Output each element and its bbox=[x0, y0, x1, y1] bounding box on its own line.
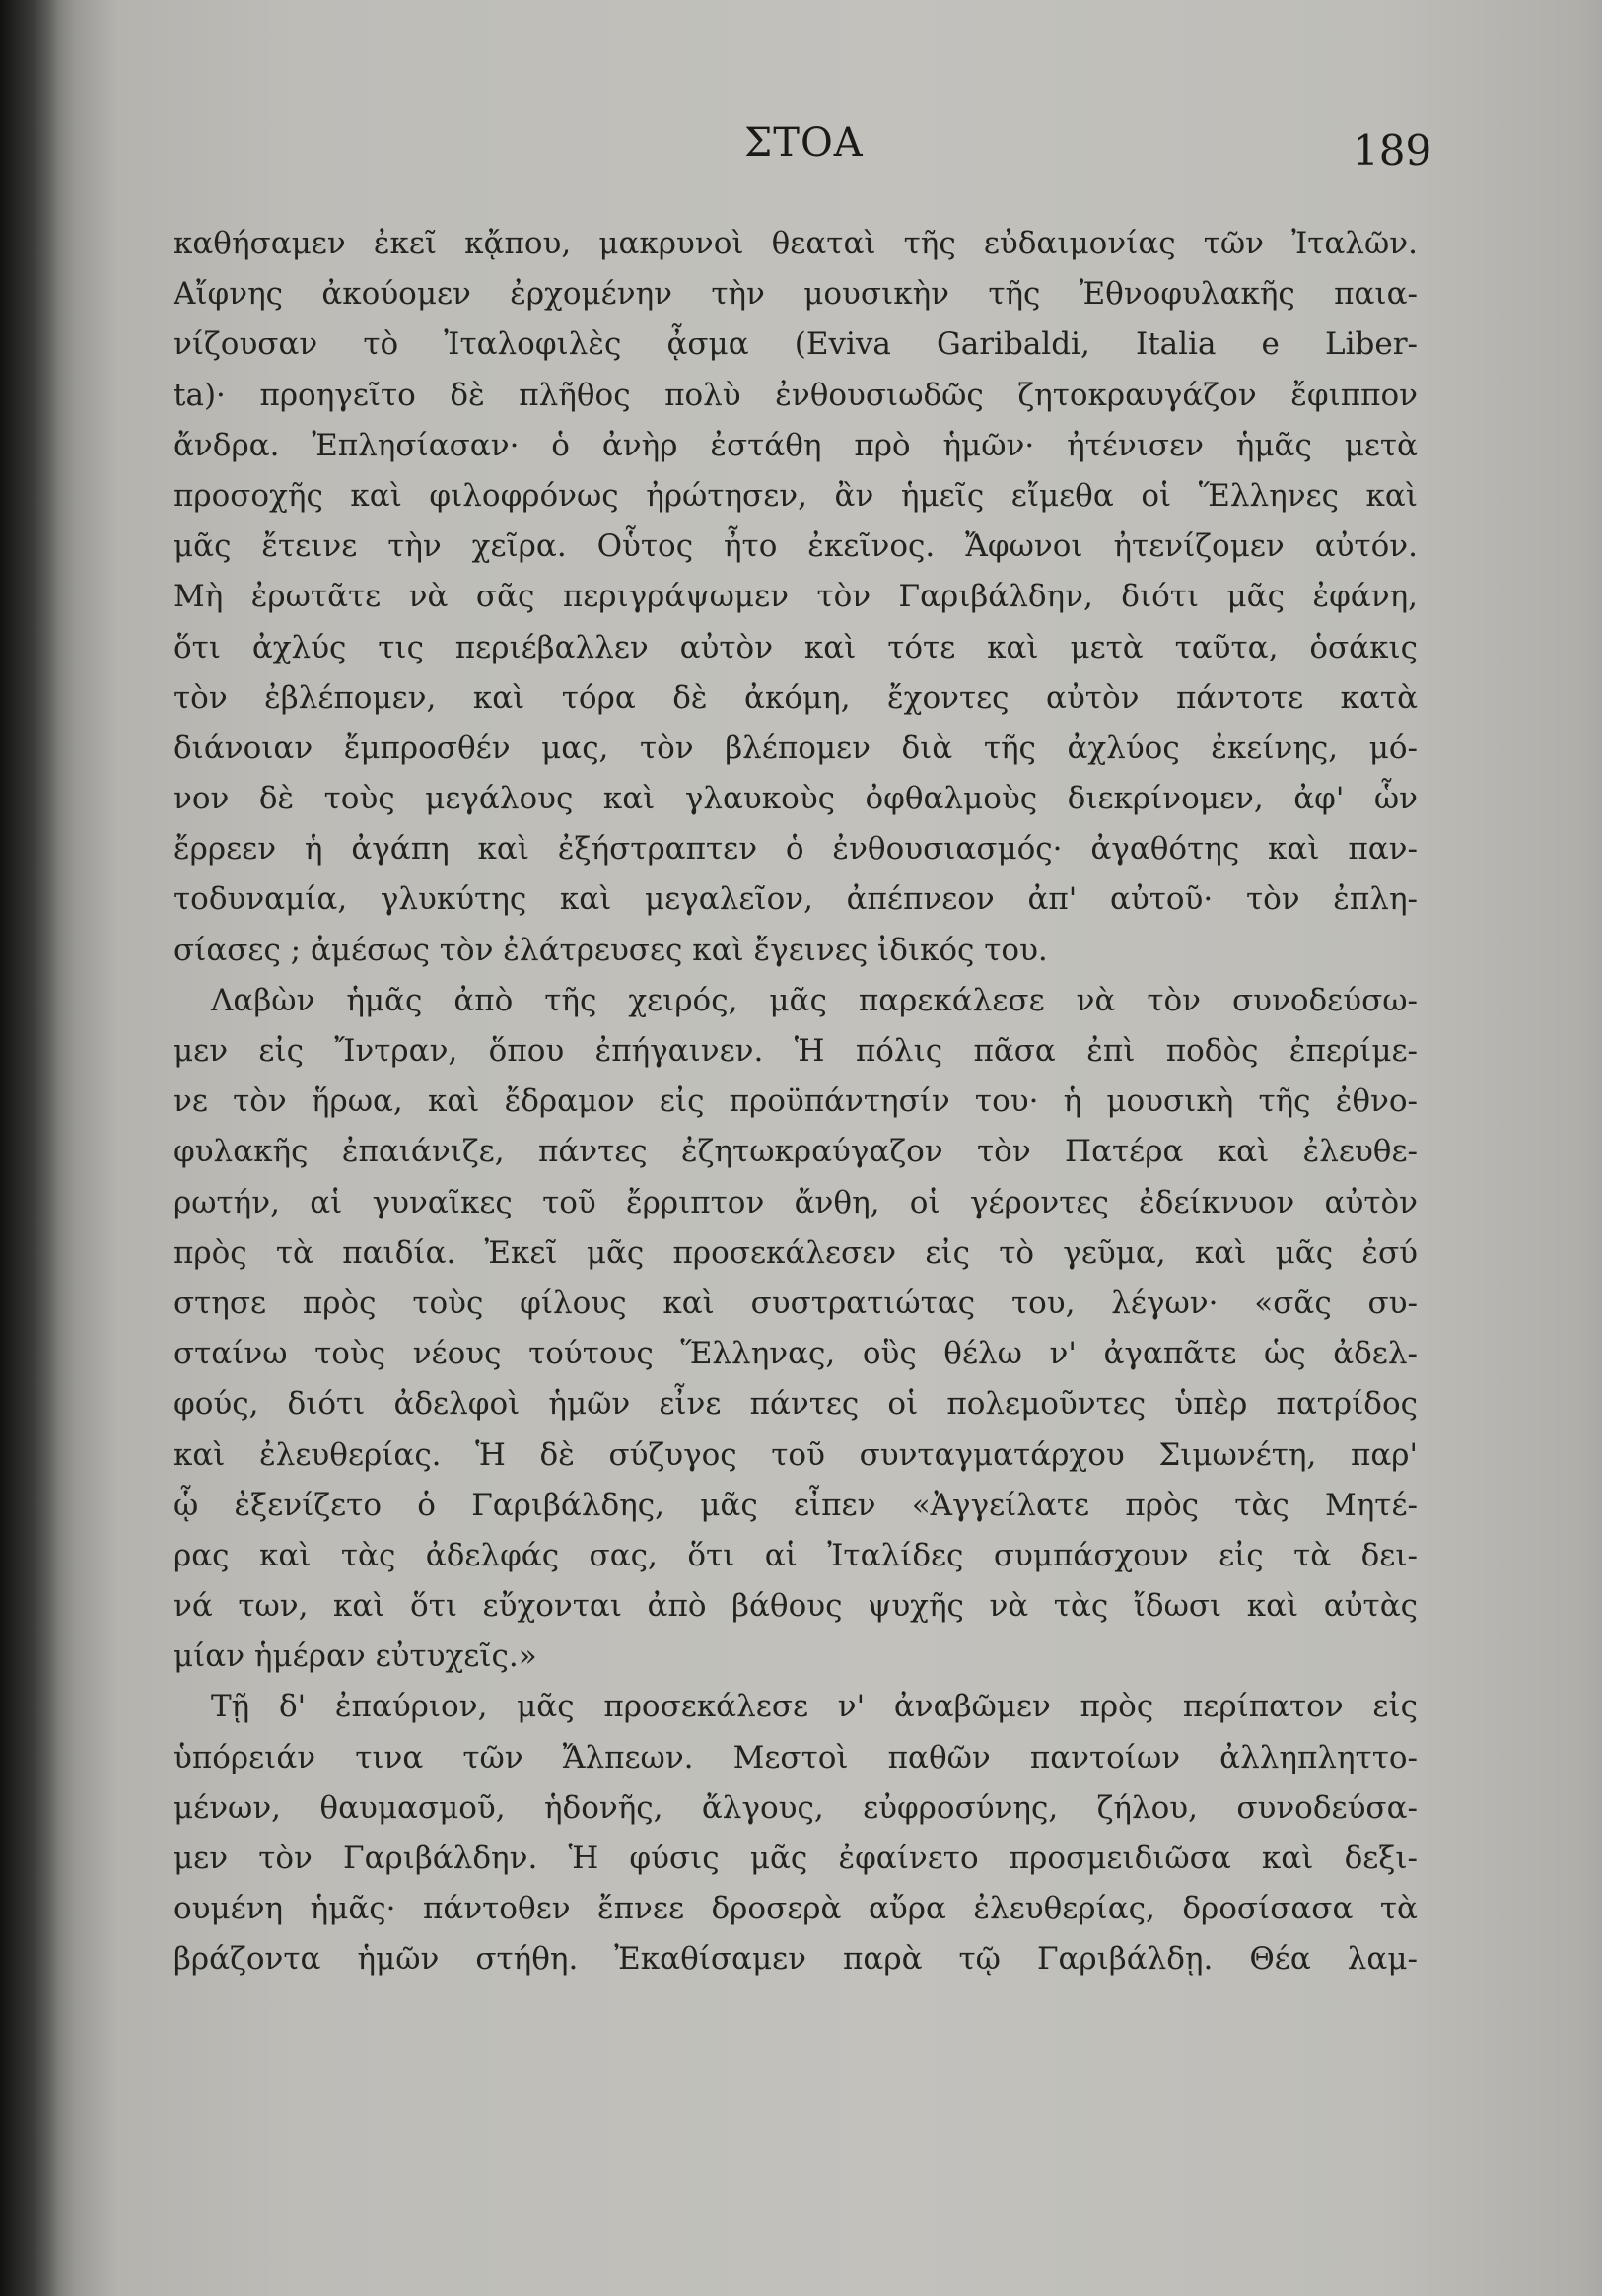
text-line: τοδυναμία, γλυκύτης καὶ μεγαλεῖον, ἀπέπνεον ἀπ' αὐτοῦ· τὸν ἐπλη- bbox=[174, 881, 1418, 918]
text-line: διάνοιαν ἔμπροσθέν μας, τὸν βλέπομεν διὰ τῆς ἀχλύος ἐκείνης, μό- bbox=[174, 730, 1418, 766]
text-line: ὑπόρειάν τινα τῶν Ἄλπεων. Μεστοὶ παθῶν παντοίων ἀλληπληττο- bbox=[174, 1739, 1418, 1775]
text-line: ρωτήν, αἱ γυναῖκες τοῦ ἔρριπτον ἄνθη, οἱ γέροντες ἐδείκνυον αὐτὸν bbox=[174, 1184, 1418, 1220]
text-line: Τῇ δ' ἐπαύριον, μᾶς προσεκάλεσε ν' ἀναβῶμεν πρὸς περίπατον εἰς bbox=[211, 1689, 1418, 1725]
text-line: καθήσαμεν ἐκεῖ κᾄπου, μακρυνοὶ θεαταὶ τῆς εὐδαιμονίας τῶν Ἰταλῶν. bbox=[174, 226, 1418, 261]
running-head: ΣΤΟΑ bbox=[744, 120, 864, 166]
text-line: φυλακῆς ἐπαιάνιζε, πάντες ἐζητωκραύγαζον τὸν Πατέρα καὶ ἐλευθε- bbox=[174, 1134, 1418, 1170]
text-line: νίζουσαν τὸ Ἰταλοφιλὲς ᾆσμα (Eviva Garibaldi, Italia e Liber- bbox=[174, 326, 1418, 363]
text-line: μένων, θαυμασμοῦ, ἡδονῆς, ἄλγους, εὐφροσύνης, ζήλου, συνοδεύσα- bbox=[174, 1789, 1418, 1826]
text-line: τὸν ἐβλέπομεν, καὶ τόρα δὲ ἀκόμη, ἔχοντες αὐτὸν πάντοτε κατὰ bbox=[174, 679, 1418, 716]
text-line: σίασες ; ἀμέσως τὸν ἐλάτρευσες καὶ ἔγεινες ἰδικός του. bbox=[174, 932, 1048, 968]
text-line: Μὴ ἐρωτᾶτε νὰ σᾶς περιγράψωμεν τὸν Γαριβάλδην, διότι μᾶς ἐφάνη, bbox=[174, 579, 1418, 615]
page-number: 189 bbox=[1353, 126, 1432, 174]
text-line: πρὸς τὰ παιδία. Ἐκεῖ μᾶς προσεκάλεσεν εἰς τὸ γεῦμα, καὶ μᾶς ἐσύ bbox=[174, 1234, 1418, 1271]
text-line: βράζοντα ἡμῶν στήθη. Ἐκαθίσαμεν παρὰ τῷ Γαριβάλδῃ. Θέα λαμ- bbox=[174, 1941, 1418, 1978]
text-line: ἔρρεεν ἡ ἀγάπη καὶ ἐξήστραπτεν ὁ ἐνθουσιασμός· ἀγαθότης καὶ παν- bbox=[174, 831, 1418, 868]
text-line: σταίνω τοὺς νέους τούτους Ἕλληνας, οὓς θέλω ν' ἀγαπᾶτε ὡς ἀδελ- bbox=[174, 1336, 1418, 1372]
text-line: νον δὲ τοὺς μεγάλους καὶ γλαυκοὺς ὀφθαλμοὺς διεκρίνομεν, ἀφ' ὧν bbox=[174, 781, 1418, 817]
text-line: μᾶς ἔτεινε τὴν χεῖρα. Οὗτος ἦτο ἐκεῖνος. Ἄφωνοι ἠτενίζομεν αὐτόν. bbox=[174, 528, 1418, 565]
text-line: ρας καὶ τὰς ἀδελφάς σας, ὅτι αἱ Ἰταλίδες συμπάσχουν εἰς τὰ δει- bbox=[174, 1537, 1418, 1573]
text-line: νε τὸν ἥρωα, καὶ ἔδραμον εἰς προϋπάντησίν του· ἡ μουσικὴ τῆς ἐθνο- bbox=[174, 1083, 1418, 1120]
page-header bbox=[0, 120, 1602, 189]
text-line: ἄνδρα. Ἐπλησίασαν· ὁ ἀνὴρ ἐστάθη πρὸ ἡμῶν· ἠτένισεν ἡμᾶς μετὰ bbox=[174, 427, 1418, 463]
text-line: νά των, καὶ ὅτι εὔχονται ἀπὸ βάθους ψυχῆς νὰ τὰς ἴδωσι καὶ αὐτὰς bbox=[174, 1588, 1418, 1625]
text-line: προσοχῆς καὶ φιλοφρόνως ἠρώτησεν, ἂν ἡμεῖς εἴμεθα οἱ Ἕλληνες καὶ bbox=[174, 477, 1418, 514]
text-line: Λαβὼν ἡμᾶς ἀπὸ τῆς χειρός, μᾶς παρεκάλεσε νὰ τὸν συνοδεύσω- bbox=[211, 982, 1418, 1018]
text-line: μεν τὸν Γαριβάλδην. Ἡ φύσις μᾶς ἐφαίνετο προσμειδιῶσα καὶ δεξι- bbox=[174, 1841, 1418, 1876]
text-line: ὅτι ἀχλύς τις περιέβαλλεν αὐτὸν καὶ τότε καὶ μετὰ ταῦτα, ὁσάκις bbox=[174, 629, 1418, 665]
text-line: μίαν ἡμέραν εὐτυχεῖς.» bbox=[174, 1638, 537, 1675]
text-line: Αἴφνης ἀκούομεν ἐρχομένην τὴν μουσικὴν τῆς Ἐθνοφυλακῆς παια- bbox=[174, 276, 1418, 313]
text-line: ᾧ ἐξενίζετο ὁ Γαριβάλδης, μᾶς εἶπεν «Ἀγγείλατε πρὸς τὰς Μητέ- bbox=[174, 1487, 1418, 1523]
book-spine-shadow bbox=[0, 0, 59, 2296]
text-line: καὶ ἐλευθερίας. Ἡ δὲ σύζυγος τοῦ συνταγματάρχου Σιμωνέτη, παρ' bbox=[174, 1436, 1418, 1473]
text-line: ουμένη ἡμᾶς· πάντοθεν ἔπνεε δροσερὰ αὔρα ἐλευθερίας, δροσίσασα τὰ bbox=[174, 1891, 1418, 1927]
text-line: στησε πρὸς τοὺς φίλους καὶ συστρατιώτας του, λέγων· «σᾶς συ- bbox=[174, 1285, 1418, 1321]
text-line: ta)· προηγεῖτο δὲ πλῆθος πολὺ ἐνθουσιωδῶς ζητοκραυγάζον ἔφιππον bbox=[174, 377, 1418, 413]
text-line: φούς, διότι ἀδελφοὶ ἡμῶν εἶνε πάντες οἱ πολεμοῦντες ὑπὲρ πατρίδος bbox=[174, 1386, 1418, 1423]
body-text bbox=[174, 219, 1418, 1985]
text-line: μεν εἰς Ἴντραν, ὅπου ἐπήγαινεν. Ἡ πόλις πᾶσα ἐπὶ ποδὸς ἐπερίμε- bbox=[174, 1033, 1418, 1069]
